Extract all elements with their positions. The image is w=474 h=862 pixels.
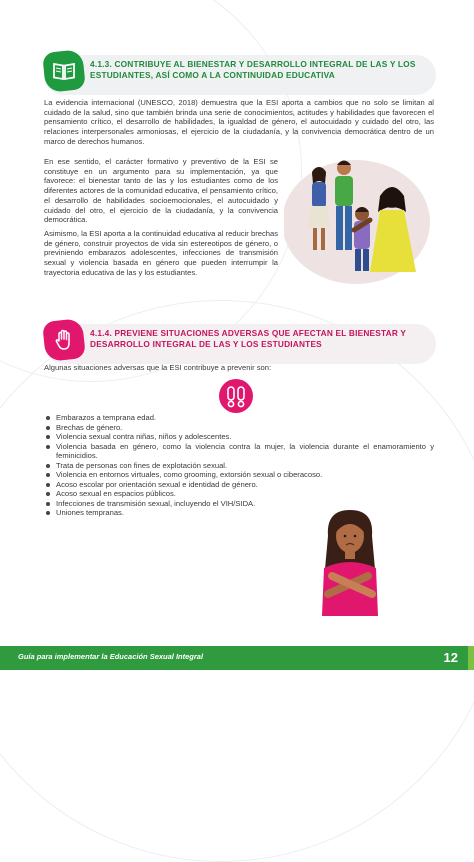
list-intro: Algunas situaciones adversas que la ESI contribuye a prevenir son: [44, 363, 272, 372]
students-illustration [284, 150, 434, 286]
paragraph: La evidencia internacional (UNESCO, 2018) demuestra que la ESI aporta a cambios que no solo se limitan al cuidado de la salud, sino que también brinda una serie de conocimientos, actitudes y habilidades que favorecen el pensamiento crítico, el desarrollo de habilidades, la igualdad de género, el autocuidado y cuidado del otro, las relaciones interpersonales armoniosas, el ejercicio de la ciudadanía, y la convivencia democrática dentro de un marco de derechos humanos. [44, 98, 434, 146]
stop-hand-icon [52, 328, 76, 352]
list-item: Infecciones de transmisión sexual, incluyendo el VIH/SIDA. [44, 499, 434, 509]
list-item: Trata de personas con fines de explotación sexual. [44, 461, 434, 471]
section-badge [42, 318, 86, 362]
footer-accent [468, 646, 474, 670]
page-number: 12 [443, 650, 458, 665]
worried-girl-illustration [318, 506, 382, 616]
list-item: Brechas de género. [44, 423, 434, 433]
list-item: Acoso escolar por orientación sexual e identidad de género. [44, 480, 434, 490]
list-item: Acoso sexual en espacios públicos. [44, 489, 434, 499]
section-title: 4.1.3. CONTRIBUYE AL BIENESTAR Y DESARROLLO INTEGRAL DE LAS Y LOS ESTUDIANTES, ASÍ COMO A LA CONTINUIDAD EDUCATIVA [90, 59, 416, 80]
list-item: Violencia sexual contra niñas, niños y adolescentes. [44, 432, 434, 442]
list-item: Violencia basada en género, como la violencia contra la mujer, la violencia durante el enamoramiento y feminicidios. [44, 442, 434, 461]
section-header-4-1-4 [44, 324, 436, 364]
section-badge [42, 49, 86, 93]
exclamation-icon [219, 379, 253, 413]
alert-badge [219, 379, 253, 413]
book-icon [52, 59, 76, 83]
list-item: Uniones tempranas. [44, 508, 434, 518]
footer-title: Guía para implementar la Educación Sexual Integral [18, 652, 204, 661]
paragraph: Asimismo, la ESI aporta a la continuidad educativa al reducir brechas de género, construir proyectos de vida sin estereotipos de género, o previniendo embarazos adolescentes, infecciones de transmisión sexual y violencia basada en género que pueden interrumpir la trayectoria educativa de las y los estudiantes. [44, 229, 278, 277]
adverse-situations-list [44, 413, 434, 518]
page-footer [0, 646, 474, 670]
paragraph: En ese sentido, el carácter formativo y preventivo de la ESI se constituye en un argumento para su implementación, ya que favorece: el bienestar tanto de las y los estudiantes como de los diferentes actores de la comunidad educativa, el pensamiento crítico, el desarrollo de habilidades socioemocionales, el autocuidado y cuidado del otro, el ejercicio de la ciudadanía, y la convivencia democrática. [44, 157, 278, 225]
list-item: Embarazos a temprana edad. [44, 413, 434, 423]
list-item: Violencia en entornos virtuales, como grooming, extorsión sexual o ciberacoso. [44, 470, 434, 480]
section-header-4-1-3 [44, 55, 436, 95]
section-title: 4.1.4. PREVIENE SITUACIONES ADVERSAS QUE AFECTAN EL BIENESTAR Y DESARROLLO INTEGRAL DE LAS Y LOS ESTUDIANTES [90, 328, 406, 349]
